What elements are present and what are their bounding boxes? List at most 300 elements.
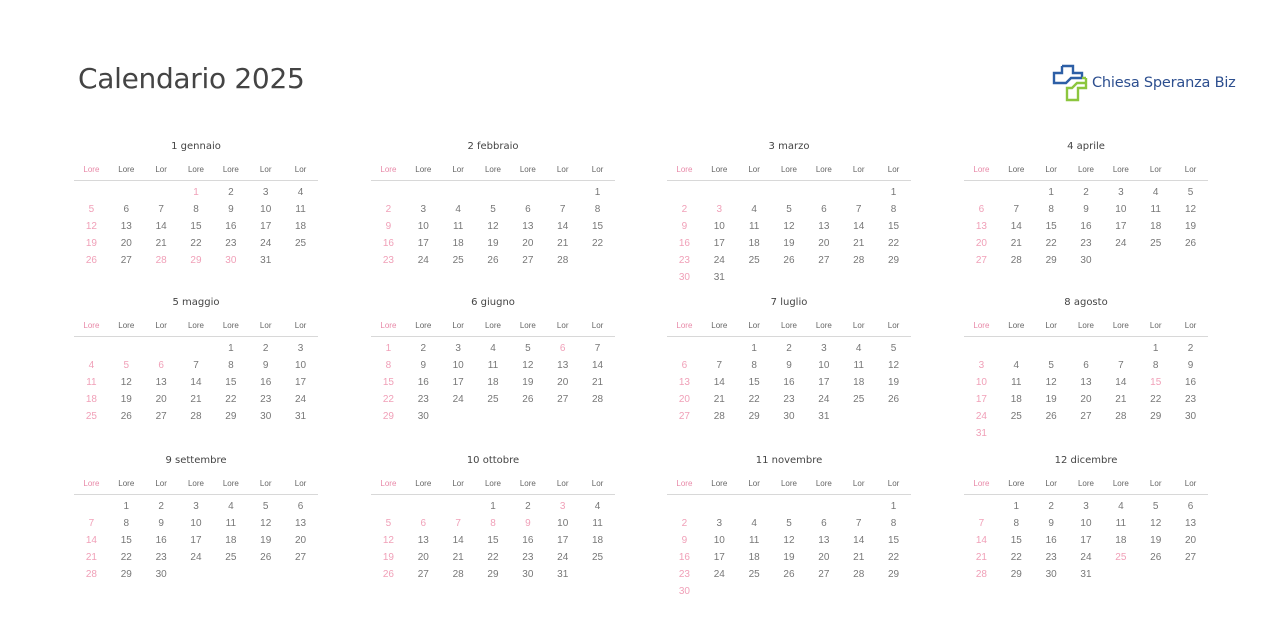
empty-day-cell	[964, 498, 999, 515]
day-cell: 14	[592, 360, 604, 371]
day-cell: 11	[748, 535, 760, 546]
day-cell-holiday: 5	[385, 518, 392, 529]
weekday-header-row	[74, 479, 318, 495]
day-cell: 29	[888, 255, 900, 266]
weekday-header-row	[964, 321, 1208, 337]
day-cell-holiday: 23	[678, 255, 690, 266]
day-cell-holiday: 16	[382, 238, 394, 249]
weekday-label: Lor	[591, 479, 604, 488]
day-cell-holiday: 9	[681, 535, 688, 546]
weekday-label: Lore	[973, 165, 990, 174]
day-cell: 20	[120, 238, 132, 249]
weekday-label: Lore	[711, 165, 728, 174]
day-cell: 28	[853, 569, 865, 580]
day-cell: 3	[716, 518, 723, 529]
weekday-label: Lor	[294, 165, 307, 174]
day-cell: 24	[818, 394, 830, 405]
empty-day-cell	[772, 184, 807, 201]
day-cell: 18	[1010, 394, 1022, 405]
day-cell-holiday: 29	[382, 411, 394, 422]
weekday-label: Lor	[1149, 165, 1162, 174]
day-cell: 11	[225, 518, 237, 529]
weekday-header-row	[74, 321, 318, 337]
day-cell-holiday: 7	[455, 518, 461, 529]
day-cell: 21	[452, 552, 464, 563]
day-cell-holiday: 28	[975, 569, 987, 580]
day-cell: 1	[1048, 187, 1054, 198]
weekday-label: Lore	[1077, 479, 1094, 488]
empty-day-cell	[667, 184, 702, 201]
logo-text: Chiesa Speranza Biz	[1092, 75, 1236, 91]
day-cell: 18	[487, 377, 499, 388]
day-cell: 15	[120, 535, 132, 546]
day-cell: 1	[490, 501, 496, 512]
day-cell: 11	[1115, 518, 1127, 529]
day-cell-holiday: 31	[975, 428, 987, 439]
weekday-label: Lore	[415, 165, 432, 174]
day-cell: 22	[888, 238, 900, 249]
day-cell: 12	[888, 360, 900, 371]
day-cell: 4	[1152, 187, 1159, 198]
weekday-label: Lore	[1077, 321, 1094, 330]
day-cell: 1	[1152, 343, 1159, 354]
day-cell: 21	[155, 238, 167, 249]
day-cell: 23	[155, 552, 167, 563]
day-cell-holiday: 19	[85, 238, 97, 249]
day-cell: 15	[487, 535, 499, 546]
empty-day-cell	[510, 184, 545, 201]
day-cell: 11	[1150, 204, 1161, 215]
cross-logo-icon	[1051, 64, 1089, 102]
day-cell: 22	[487, 552, 499, 563]
day-cell-holiday: 21	[975, 552, 987, 563]
weekday-header-row	[371, 165, 615, 181]
day-cell: 18	[452, 238, 464, 249]
day-cell: 14	[190, 377, 202, 388]
day-cell-holiday: 12	[382, 535, 394, 546]
day-cell: 12	[783, 535, 795, 546]
empty-day-cell	[1103, 340, 1138, 357]
day-cell: 12	[120, 377, 132, 388]
day-cell: 2	[420, 343, 427, 354]
day-cell: 14	[713, 377, 725, 388]
day-cell: 22	[225, 394, 237, 405]
weekday-label: Lore	[780, 479, 797, 488]
day-cell-holiday: 3	[978, 360, 985, 371]
weekday-label: Lore	[973, 479, 990, 488]
day-cell-holiday: 26	[85, 255, 97, 266]
day-cell: 17	[713, 238, 725, 249]
days-grid	[371, 498, 615, 583]
day-cell: 26	[888, 394, 900, 405]
day-cell: 2	[1048, 501, 1054, 512]
weekday-header-row	[74, 165, 318, 181]
empty-day-cell	[667, 498, 702, 515]
day-cell: 19	[120, 394, 132, 405]
day-cell: 18	[748, 238, 760, 249]
day-cell: 31	[260, 255, 272, 266]
empty-day-cell	[702, 340, 737, 357]
weekday-header-row	[667, 165, 911, 181]
day-cell: 1	[890, 187, 897, 198]
day-cell: 31	[557, 569, 569, 580]
brand-logo	[1051, 64, 1236, 102]
day-cell-holiday: 11	[86, 377, 97, 388]
day-cell: 20	[1080, 394, 1092, 405]
month-calendar	[964, 140, 1208, 269]
day-cell: 10	[713, 535, 725, 546]
weekday-label: Lor	[1149, 479, 1162, 488]
day-cell: 23	[225, 238, 237, 249]
day-cell: 4	[1118, 501, 1124, 512]
weekday-label: Lore	[780, 165, 797, 174]
day-cell: 29	[748, 411, 760, 422]
day-cell: 24	[1115, 238, 1127, 249]
day-cell: 20	[522, 238, 534, 249]
day-cell-holiday: 13	[678, 377, 690, 388]
weekday-label: Lore	[676, 165, 693, 174]
empty-day-cell	[371, 498, 406, 515]
weekday-label: Lore	[1112, 321, 1129, 330]
days-grid	[371, 184, 615, 269]
day-cell: 10	[818, 360, 830, 371]
day-cell: 3	[420, 204, 427, 215]
day-cell: 16	[783, 377, 795, 388]
day-cell: 27	[155, 411, 167, 422]
weekday-label: Lore	[380, 165, 397, 174]
day-cell: 7	[193, 360, 199, 371]
day-cell: 24	[557, 552, 569, 563]
day-cell: 5	[262, 501, 269, 512]
day-cell: 8	[1152, 360, 1159, 371]
day-cell: 13	[1185, 518, 1197, 529]
page-title: Calendario 2025	[78, 62, 305, 95]
days-grid	[74, 184, 318, 269]
day-cell: 27	[557, 394, 569, 405]
day-cell: 10	[295, 360, 307, 371]
weekday-label: Lor	[259, 479, 272, 488]
day-cell-holiday: 17	[975, 394, 987, 405]
month-calendar	[74, 454, 318, 583]
weekday-label: Lor	[1149, 321, 1162, 330]
day-cell-holiday: 25	[85, 411, 97, 422]
empty-day-cell	[999, 184, 1034, 201]
day-cell: 13	[417, 535, 429, 546]
day-cell-holiday: 19	[382, 552, 394, 563]
weekday-label: Lor	[155, 479, 167, 488]
day-cell-holiday: 1	[385, 343, 392, 354]
day-cell-holiday: 30	[225, 255, 237, 266]
weekday-label: Lor	[155, 321, 167, 330]
day-cell: 12	[260, 518, 272, 529]
month-calendar	[74, 296, 318, 425]
month-calendar	[667, 140, 911, 286]
day-cell-holiday: 6	[420, 518, 427, 529]
weekday-label: Lore	[380, 479, 397, 488]
day-cell-holiday: 6	[681, 360, 688, 371]
day-cell: 25	[225, 552, 237, 563]
weekday-label: Lor	[852, 321, 865, 330]
day-cell: 17	[1080, 535, 1092, 546]
day-cell: 14	[452, 535, 464, 546]
day-cell: 15	[888, 221, 900, 232]
day-cell: 26	[1045, 411, 1057, 422]
empty-day-cell	[702, 184, 737, 201]
day-cell: 7	[855, 204, 862, 215]
day-cell: 17	[190, 535, 202, 546]
day-cell: 10	[260, 204, 272, 215]
days-grid	[964, 498, 1208, 583]
day-cell: 1	[228, 343, 234, 354]
day-cell: 24	[417, 255, 429, 266]
day-cell: 15	[1010, 535, 1022, 546]
day-cell: 28	[1010, 255, 1022, 266]
day-cell: 9	[158, 518, 164, 529]
days-grid	[371, 340, 615, 425]
day-cell: 23	[1080, 238, 1092, 249]
day-cell: 26	[783, 255, 795, 266]
empty-day-cell	[74, 498, 109, 515]
weekday-label: Lor	[887, 479, 900, 488]
weekday-label: Lor	[748, 321, 760, 330]
day-cell-holiday: 12	[85, 221, 97, 232]
day-cell-holiday: 14	[85, 535, 97, 546]
day-cell-holiday: 6	[978, 204, 985, 215]
weekday-label: Lore	[780, 321, 797, 330]
day-cell: 27	[417, 569, 429, 580]
day-cell: 19	[888, 377, 900, 388]
empty-day-cell	[667, 340, 702, 357]
day-cell: 13	[120, 221, 132, 232]
day-cell: 23	[783, 394, 795, 405]
day-cell: 16	[1045, 535, 1057, 546]
day-cell: 20	[295, 535, 307, 546]
day-cell: 9	[420, 360, 427, 371]
day-cell: 19	[260, 535, 272, 546]
day-cell: 3	[455, 343, 461, 354]
day-cell: 8	[193, 204, 199, 215]
day-cell-holiday: 20	[975, 238, 987, 249]
day-cell: 11	[1011, 377, 1022, 388]
day-cell: 19	[1150, 535, 1162, 546]
day-cell-holiday: 25	[1115, 552, 1127, 563]
weekday-label: Lore	[83, 165, 100, 174]
day-cell: 17	[260, 221, 272, 232]
empty-day-cell	[964, 340, 999, 357]
day-cell: 8	[1048, 204, 1054, 215]
empty-day-cell	[109, 340, 144, 357]
day-cell: 6	[297, 501, 304, 512]
day-cell: 26	[522, 394, 534, 405]
day-cell: 21	[592, 377, 604, 388]
day-cell: 26	[487, 255, 499, 266]
day-cell: 7	[1013, 204, 1020, 215]
day-cell: 10	[452, 360, 464, 371]
weekday-header-row	[371, 479, 615, 495]
day-cell: 12	[1185, 204, 1197, 215]
day-cell: 29	[487, 569, 499, 580]
day-cell: 7	[1118, 360, 1124, 371]
day-cell: 20	[155, 394, 167, 405]
day-cell: 9	[228, 204, 234, 215]
day-cell: 17	[452, 377, 464, 388]
weekday-label: Lore	[676, 479, 693, 488]
weekday-label: Lor	[852, 479, 865, 488]
day-cell: 6	[123, 204, 130, 215]
empty-day-cell	[841, 498, 876, 515]
day-cell-holiday: 3	[559, 501, 566, 512]
day-cell: 24	[452, 394, 464, 405]
day-cell: 1	[751, 343, 757, 354]
day-cell-holiday: 2	[681, 204, 688, 215]
day-cell: 7	[158, 204, 164, 215]
day-cell: 31	[1080, 569, 1092, 580]
day-cell: 22	[748, 394, 760, 405]
weekday-label: Lor	[1184, 479, 1197, 488]
weekday-header-row	[964, 479, 1208, 495]
weekday-label: Lor	[556, 165, 569, 174]
weekday-label: Lore	[222, 479, 239, 488]
day-cell: 6	[1083, 360, 1089, 371]
empty-day-cell	[476, 184, 511, 201]
day-cell: 21	[853, 238, 865, 249]
weekday-label: Lore	[711, 479, 728, 488]
day-cell: 28	[557, 255, 569, 266]
day-cell-holiday: 22	[382, 394, 394, 405]
day-cell: 28	[592, 394, 604, 405]
day-cell: 27	[1080, 411, 1092, 422]
weekday-label: Lore	[519, 479, 536, 488]
month-title: 12 dicembre	[1054, 455, 1118, 466]
day-cell: 21	[1115, 394, 1127, 405]
day-cell: 11	[295, 204, 306, 215]
day-cell: 4	[455, 204, 461, 215]
day-cell: 22	[1045, 238, 1057, 249]
day-cell: 20	[557, 377, 569, 388]
month-title: 8 agosto	[1064, 297, 1108, 308]
day-cell: 7	[559, 204, 566, 215]
day-cell-holiday: 5	[88, 204, 95, 215]
day-cell: 2	[1187, 343, 1194, 354]
day-cell-holiday: 7	[88, 518, 95, 529]
days-grid	[964, 184, 1208, 269]
day-cell: 5	[1048, 360, 1054, 371]
weekday-label: Lore	[1008, 479, 1025, 488]
day-cell-holiday: 9	[681, 221, 688, 232]
day-cell: 29	[888, 569, 900, 580]
day-cell: 13	[557, 360, 569, 371]
day-cell: 29	[1045, 255, 1057, 266]
empty-day-cell	[737, 184, 772, 201]
day-cell: 16	[522, 535, 534, 546]
weekday-label: Lor	[556, 321, 569, 330]
day-cell: 30	[1080, 255, 1092, 266]
day-cell-holiday: 16	[678, 238, 690, 249]
day-cell: 30	[522, 569, 534, 580]
empty-day-cell	[806, 184, 841, 201]
day-cell: 5	[1187, 187, 1194, 198]
weekday-label: Lor	[591, 321, 604, 330]
weekday-label: Lor	[1184, 165, 1197, 174]
month-title: 9 settembre	[165, 455, 227, 466]
day-cell: 18	[853, 377, 865, 388]
day-cell: 27	[818, 255, 830, 266]
day-cell: 26	[260, 552, 272, 563]
day-cell: 19	[783, 552, 795, 563]
weekday-header-row	[964, 165, 1208, 181]
weekday-label: Lore	[676, 321, 693, 330]
day-cell: 25	[295, 238, 307, 249]
day-cell: 19	[783, 238, 795, 249]
weekday-label: Lore	[380, 321, 397, 330]
day-cell: 27	[1185, 552, 1197, 563]
day-cell: 30	[155, 569, 167, 580]
day-cell: 9	[262, 360, 269, 371]
day-cell: 7	[855, 518, 862, 529]
day-cell: 3	[1083, 501, 1089, 512]
day-cell: 25	[853, 394, 865, 405]
month-calendar	[667, 454, 911, 600]
empty-day-cell	[841, 184, 876, 201]
day-cell: 15	[748, 377, 760, 388]
empty-day-cell	[1069, 340, 1104, 357]
day-cell: 26	[1150, 552, 1162, 563]
day-cell: 26	[1185, 238, 1197, 249]
day-cell: 14	[155, 221, 167, 232]
month-title: 7 luglio	[770, 297, 808, 308]
day-cell-holiday: 20	[678, 394, 690, 405]
month-calendar	[371, 454, 615, 583]
month-title: 3 marzo	[768, 141, 810, 152]
day-cell: 18	[1150, 221, 1162, 232]
month-calendar	[371, 140, 615, 269]
weekday-label: Lor	[294, 321, 307, 330]
day-cell: 5	[786, 518, 792, 529]
day-cell: 1	[890, 501, 897, 512]
empty-day-cell	[441, 498, 476, 515]
weekday-label: Lore	[118, 165, 135, 174]
day-cell: 14	[1010, 221, 1022, 232]
day-cell: 23	[1185, 394, 1197, 405]
day-cell: 29	[225, 411, 237, 422]
day-cell: 24	[190, 552, 202, 563]
day-cell: 15	[888, 535, 900, 546]
day-cell: 7	[594, 343, 601, 354]
day-cell: 3	[193, 501, 199, 512]
day-cell: 9	[1048, 518, 1054, 529]
day-cell-holiday: 9	[385, 221, 392, 232]
day-cell: 12	[522, 360, 534, 371]
day-cell: 16	[155, 535, 167, 546]
day-cell: 31	[713, 272, 725, 283]
day-cell-holiday: 23	[678, 569, 690, 580]
day-cell: 27	[295, 552, 307, 563]
day-cell: 26	[120, 411, 132, 422]
day-cell-holiday: 4	[88, 360, 95, 371]
day-cell: 30	[260, 411, 272, 422]
day-cell: 22	[888, 552, 900, 563]
day-cell: 29	[1010, 569, 1022, 580]
day-cell: 14	[853, 535, 865, 546]
day-cell: 10	[713, 221, 725, 232]
weekday-label: Lor	[452, 321, 464, 330]
day-cell: 30	[783, 411, 795, 422]
weekday-label: Lore	[973, 321, 990, 330]
days-grid	[74, 498, 318, 583]
day-cell: 24	[713, 255, 725, 266]
weekday-label: Lore	[815, 479, 832, 488]
day-cell: 2	[786, 343, 792, 354]
